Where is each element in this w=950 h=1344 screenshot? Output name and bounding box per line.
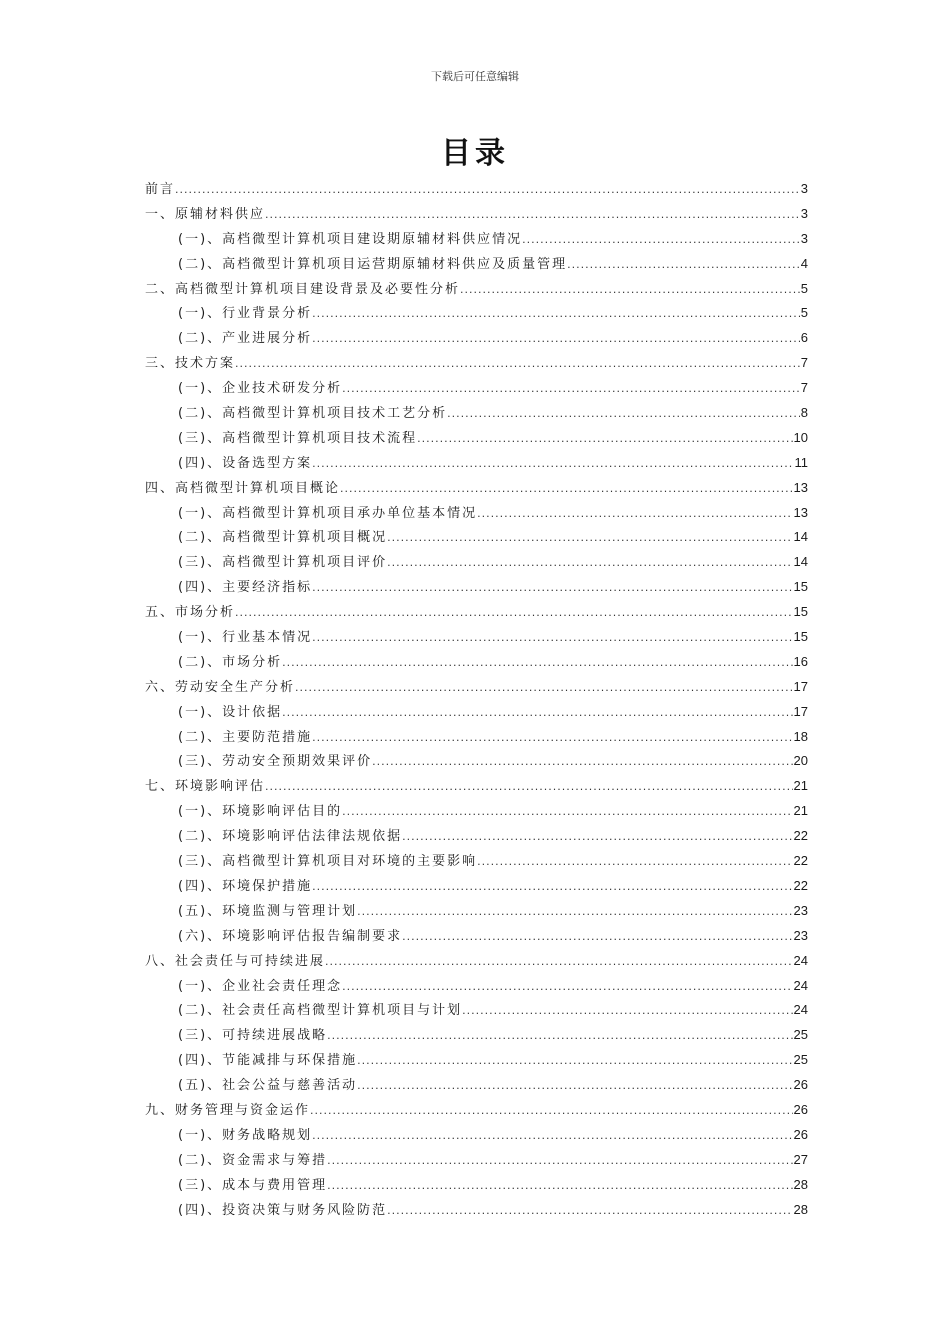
toc-dot-leader <box>387 526 792 551</box>
toc-entry-title: (一)、行业背景分析 <box>178 306 313 322</box>
toc-subentry[interactable] <box>145 625 808 650</box>
toc-page-number: 22 <box>793 853 808 869</box>
toc-dot-leader <box>312 302 800 327</box>
toc-page-number: 6 <box>800 330 808 346</box>
toc-dot-leader <box>372 750 792 775</box>
toc-page-number: 3 <box>800 181 808 196</box>
toc-dot-leader <box>402 925 792 950</box>
toc-entry-title: (一)、财务战略规划 <box>178 1127 313 1143</box>
toc-page-number: 25 <box>793 1052 808 1068</box>
toc-entry-title: (一)、行业基本情况 <box>178 630 313 646</box>
toc-subentry[interactable] <box>145 1148 808 1173</box>
toc-entry[interactable] <box>145 774 808 799</box>
toc-page-number: 24 <box>793 1002 808 1018</box>
toc-subentry[interactable] <box>145 998 808 1023</box>
toc-dot-leader <box>312 327 800 352</box>
toc-dot-leader <box>312 875 792 900</box>
toc-page-number: 7 <box>800 355 808 371</box>
toc-dot-leader <box>235 601 793 626</box>
toc-subentry[interactable] <box>145 650 808 675</box>
toc-dot-leader <box>417 427 792 452</box>
toc-dot-leader <box>522 228 800 253</box>
toc-dot-leader <box>282 651 792 676</box>
toc-entry[interactable] <box>145 476 808 501</box>
toc-subentry[interactable] <box>145 1073 808 1098</box>
toc-dot-leader <box>175 178 800 203</box>
toc-page-number: 21 <box>793 803 808 819</box>
toc-subentry[interactable] <box>145 824 808 849</box>
toc-page-number: 3 <box>800 205 808 221</box>
toc-entry-title: (三)、高档微型计算机项目对环境的主要影响 <box>178 854 478 870</box>
toc-entry-title: (四)、投资决策与财务风险防范 <box>178 1202 388 1218</box>
toc-page-number: 24 <box>793 977 808 993</box>
toc-entry-title: 四、高档微型计算机项目概论 <box>145 480 341 496</box>
toc-dot-leader <box>357 1049 792 1074</box>
toc-subentry[interactable] <box>145 700 808 725</box>
toc-subentry[interactable] <box>145 426 808 451</box>
toc-entry-title: 六、劳动安全生产分析 <box>145 679 296 695</box>
toc-entry-title: (三)、高档微型计算机项目评价 <box>178 555 388 571</box>
toc-dot-leader <box>447 402 800 427</box>
toc-subentry[interactable] <box>145 1023 808 1048</box>
toc-entry-title: 五、市场分析 <box>145 605 236 621</box>
toc-entry-title: (二)、高档微型计算机项目技术工艺分析 <box>178 406 448 422</box>
toc-entry-title: (一)、设计依据 <box>178 704 283 720</box>
toc-entry[interactable] <box>145 675 808 700</box>
toc-dot-leader <box>357 900 792 925</box>
toc-dot-leader <box>402 825 792 850</box>
toc-page-number: 24 <box>793 952 808 968</box>
toc-dot-leader <box>477 850 792 875</box>
toc-subentry[interactable] <box>145 501 808 526</box>
toc-page-number: 21 <box>793 778 808 794</box>
toc-entry[interactable] <box>145 202 808 227</box>
toc-entry-title: (二)、环境影响评估法律法规依据 <box>178 829 403 845</box>
toc-entry-title: 一、原辅材料供应 <box>145 206 266 222</box>
toc-subentry[interactable] <box>145 899 808 924</box>
toc-entry-title: (四)、设备选型方案 <box>178 455 313 471</box>
toc-subentry[interactable] <box>145 376 808 401</box>
toc-subentry[interactable] <box>145 849 808 874</box>
toc-entry-title: (三)、劳动安全预期效果评价 <box>178 754 373 770</box>
toc-page-number: 14 <box>793 554 808 570</box>
toc-entry-title: (二)、主要防范措施 <box>178 729 313 745</box>
toc-subentry[interactable] <box>145 451 808 476</box>
toc-dot-leader <box>265 775 793 800</box>
toc-entry-title: (二)、高档微型计算机项目概况 <box>178 530 388 546</box>
toc-subentry[interactable] <box>145 227 808 252</box>
toc-title: 目录 <box>441 136 509 171</box>
toc-dot-leader <box>312 626 792 651</box>
toc-entry-title: 八、社会责任与可持续进展 <box>145 953 326 969</box>
toc-entry-title: (二)、资金需求与筹措 <box>178 1152 328 1168</box>
toc-subentry[interactable] <box>145 924 808 949</box>
toc-page-number: 10 <box>793 429 808 445</box>
toc-entry-title: (五)、社会公益与慈善活动 <box>178 1078 358 1094</box>
toc-page-number: 20 <box>793 753 808 769</box>
toc-subentry[interactable] <box>145 974 808 999</box>
toc-entry[interactable] <box>145 1098 808 1123</box>
toc-entry-title: (二)、社会责任高档微型计算机项目与计划 <box>178 1003 463 1019</box>
toc-entry-title: (四)、节能减排与环保措施 <box>178 1053 358 1069</box>
toc-dot-leader <box>312 452 793 477</box>
toc-dot-leader <box>340 477 793 502</box>
toc-page-number: 11 <box>794 454 808 470</box>
toc-page-number: 22 <box>793 877 808 893</box>
toc-dot-leader <box>342 377 800 402</box>
toc-page-number: 26 <box>793 1101 808 1117</box>
toc-dot-leader <box>477 502 792 527</box>
toc-entry-title: (一)、企业技术研发分析 <box>178 381 343 397</box>
toc-dot-leader <box>235 352 800 377</box>
toc-subentry[interactable] <box>145 525 808 550</box>
toc-page-number: 28 <box>793 1176 808 1192</box>
toc-page-number: 23 <box>793 902 808 918</box>
toc-dot-leader <box>312 1124 792 1149</box>
toc-dot-leader <box>342 800 792 825</box>
toc-entry-title: 三、技术方案 <box>145 356 236 372</box>
toc-entry-title: 七、环境影响评估 <box>145 779 266 795</box>
toc-entry[interactable] <box>145 600 808 625</box>
toc-page-number: 13 <box>793 479 808 495</box>
toc-page-number: 26 <box>793 1126 808 1142</box>
toc-subentry[interactable] <box>145 1048 808 1073</box>
toc-subentry[interactable] <box>145 874 808 899</box>
toc-page-number: 28 <box>793 1201 808 1217</box>
toc-dot-leader <box>387 1199 792 1224</box>
toc-entry[interactable] <box>145 351 808 376</box>
toc-dot-leader <box>310 1099 793 1124</box>
toc-entry-title: (二)、市场分析 <box>178 654 283 670</box>
toc-page-number: 15 <box>793 629 808 645</box>
toc-page-number: 5 <box>800 280 808 296</box>
toc-dot-leader <box>282 701 792 726</box>
toc-dot-leader <box>327 1149 792 1174</box>
toc-page-number: 17 <box>793 703 808 719</box>
toc-entry-title: (二)、高档微型计算机项目运营期原辅材料供应及质量管理 <box>178 256 568 272</box>
toc-entry-title: (三)、高档微型计算机项目技术流程 <box>178 430 418 446</box>
table-of-contents <box>145 177 808 1222</box>
toc-page-number: 13 <box>793 504 808 520</box>
toc-subentry[interactable] <box>145 749 808 774</box>
toc-dot-leader <box>295 676 793 701</box>
toc-page-number: 4 <box>800 255 808 271</box>
toc-subentry[interactable] <box>145 252 808 277</box>
toc-entry[interactable] <box>145 277 808 302</box>
toc-page-number: 15 <box>793 579 808 595</box>
toc-subentry[interactable] <box>145 326 808 351</box>
toc-dot-leader <box>357 1074 792 1099</box>
toc-subentry[interactable] <box>145 725 808 750</box>
toc-entry[interactable] <box>145 949 808 974</box>
toc-page-number: 17 <box>793 678 808 694</box>
toc-subentry[interactable] <box>145 1173 808 1198</box>
toc-entry-title: (六)、环境影响评估报告编制要求 <box>178 928 403 944</box>
toc-page-number: 5 <box>800 305 808 321</box>
toc-subentry[interactable] <box>145 575 808 600</box>
toc-entry-title: (三)、可持续进展战略 <box>178 1028 328 1044</box>
toc-page-number: 23 <box>793 927 808 943</box>
toc-entry[interactable] <box>145 177 808 202</box>
toc-page-number: 25 <box>793 1027 808 1043</box>
toc-entry-title: (四)、主要经济指标 <box>178 580 313 596</box>
toc-page-number: 14 <box>793 529 808 545</box>
toc-subentry[interactable] <box>145 401 808 426</box>
toc-dot-leader <box>567 253 800 278</box>
toc-subentry[interactable] <box>145 1198 808 1223</box>
toc-dot-leader <box>327 1174 792 1199</box>
toc-entry-title: (一)、高档微型计算机项目建设期原辅材料供应情况 <box>178 231 523 247</box>
toc-page-number: 3 <box>800 230 808 246</box>
toc-page-number: 15 <box>793 604 808 620</box>
toc-dot-leader <box>312 576 792 601</box>
toc-entry-title: (二)、产业进展分析 <box>178 331 313 347</box>
toc-page-number: 8 <box>800 405 808 421</box>
toc-entry-title: (一)、企业社会责任理念 <box>178 978 343 994</box>
toc-dot-leader <box>387 551 792 576</box>
toc-dot-leader <box>460 278 800 303</box>
toc-page-number: 26 <box>793 1077 808 1093</box>
toc-entry-title: 九、财务管理与资金运作 <box>145 1102 311 1118</box>
toc-dot-leader <box>325 950 793 975</box>
toc-dot-leader <box>342 975 792 1000</box>
toc-subentry[interactable] <box>145 1123 808 1148</box>
toc-entry-title: (四)、环境保护措施 <box>178 878 313 894</box>
toc-entry-title: 二、高档微型计算机项目建设背景及必要性分析 <box>145 281 461 297</box>
toc-dot-leader <box>462 999 792 1024</box>
toc-page-number: 27 <box>793 1151 808 1167</box>
toc-entry-title: (五)、环境监测与管理计划 <box>178 903 358 919</box>
toc-page-number: 16 <box>793 653 808 669</box>
toc-subentry[interactable] <box>145 301 808 326</box>
toc-subentry[interactable] <box>145 550 808 575</box>
page-header-note: 下载后可任意编辑 <box>431 70 519 83</box>
toc-entry-title: (三)、成本与费用管理 <box>178 1177 328 1193</box>
toc-page-number: 22 <box>793 828 808 844</box>
toc-entry-title: (一)、环境影响评估目的 <box>178 804 343 820</box>
toc-dot-leader <box>265 203 800 228</box>
toc-dot-leader <box>327 1024 792 1049</box>
toc-dot-leader <box>312 726 792 751</box>
toc-subentry[interactable] <box>145 799 808 824</box>
toc-entry-title: 前言 <box>145 182 176 197</box>
toc-entry-title: (一)、高档微型计算机项目承办单位基本情况 <box>178 505 478 521</box>
toc-page-number: 18 <box>793 728 808 744</box>
toc-page-number: 7 <box>800 380 808 396</box>
